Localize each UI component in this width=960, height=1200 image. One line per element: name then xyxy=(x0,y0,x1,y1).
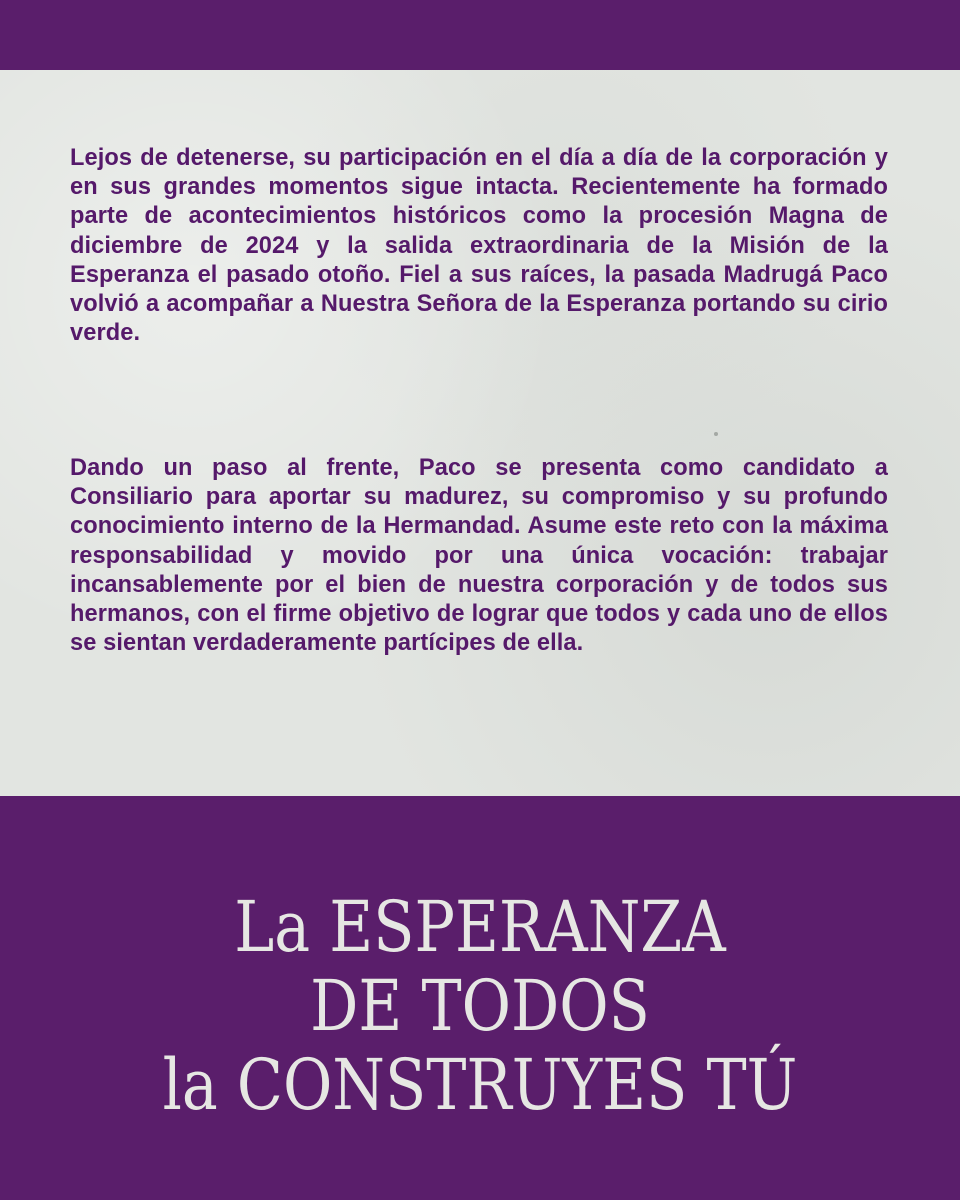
slogan-line-3: la CONSTRUYES TÚ xyxy=(162,1044,798,1126)
slogan-line-1: La ESPERANZA xyxy=(234,886,726,968)
slogan-line-2: DE TODOS xyxy=(310,965,650,1047)
slogan xyxy=(67,888,893,1125)
body-paragraph-1: Lejos de detenerse, su participación en el día a día de la corporación y en sus grandes momentos sigue intacta. Recientemente ha formado parte de acontecimientos históricos como la procesión Magna de diciembre de 2024 y la salida extraordinaria de la Misión de la Esperanza el pasado otoño. Fiel a sus raíces, la pasada Madrugá Paco volvió a acompañar a Nuestra Señora de la Esperanza portando su cirio verde. xyxy=(70,145,888,347)
top-purple-band xyxy=(0,0,960,70)
body-paragraph-2: Dando un paso al frente, Paco se presenta como candidato a Consiliario para aportar su madurez, su compromiso y su profundo conocimiento interno de la Hermandad. Asume este reto con la máxima responsabilidad y movido por una única vocación: trabajar incansablemente por el bien de nuestra corporación y de todos sus hermanos, con el firme objetivo de lograr que todos y cada uno de ellos se sientan verdaderamente partícipes de ella. xyxy=(70,455,888,657)
paper-panel xyxy=(0,70,960,796)
bottom-purple-band xyxy=(0,796,960,1200)
paper-speck xyxy=(714,432,718,436)
